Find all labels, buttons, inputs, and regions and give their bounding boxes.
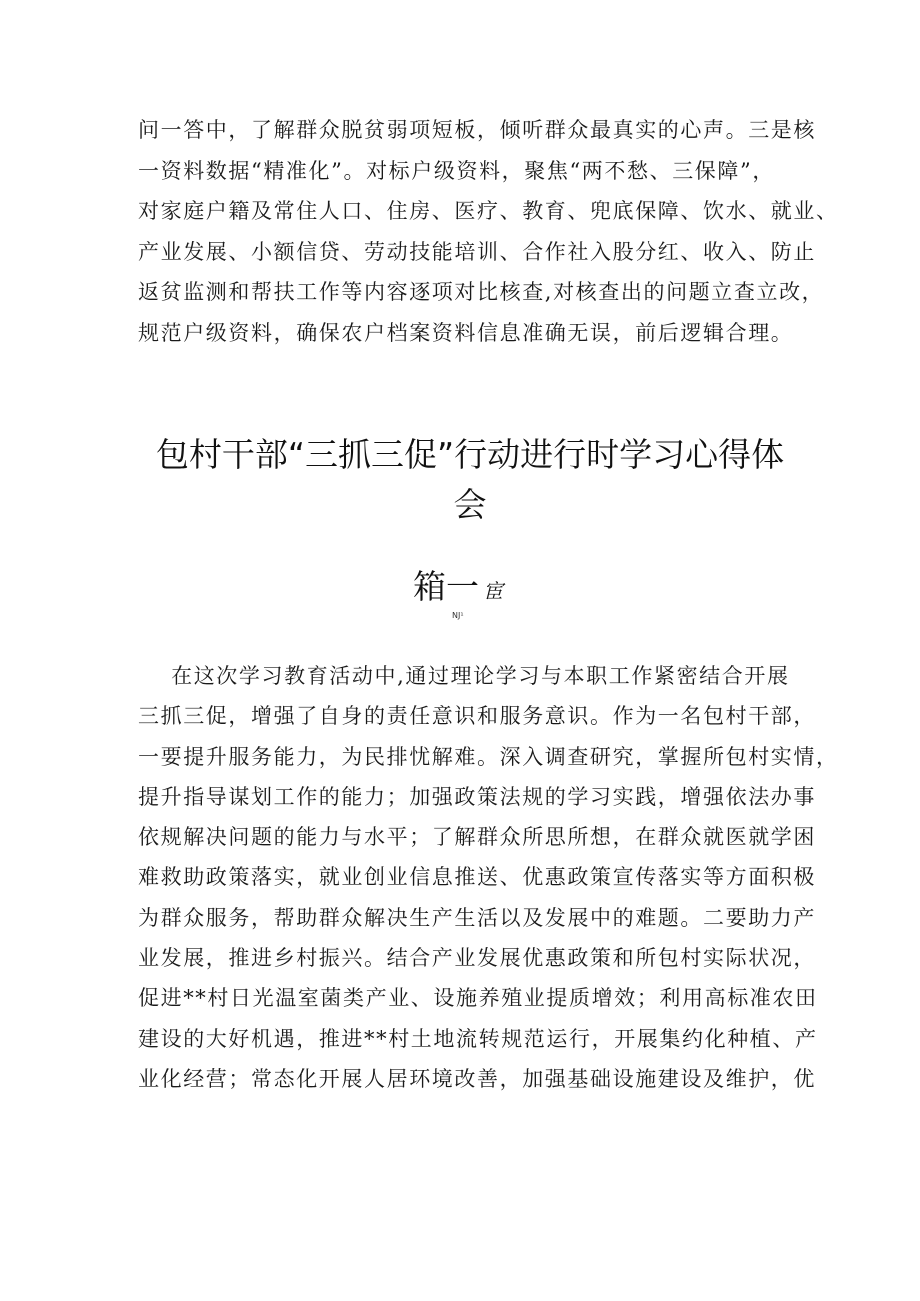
paragraph-line: 在这次学习教育活动中,通过理论学习与本职工作紧密结合开展	[138, 664, 790, 688]
paragraph-line: 依规解决问题的能力与水平；了解群众所思所想，在群众就医就学困	[138, 825, 816, 850]
paragraph-line: 规范户级资料，确保农户档案资料信息准确无误，前后逻辑合理。	[138, 320, 794, 345]
title-line: 包村干部“三抓三促”行动进行时学习心得体	[155, 435, 785, 474]
paragraph-line: 一要提升服务能力，为民排忧解难。深入调查研究，掌握所包村实情，	[138, 744, 839, 769]
section-heading-main: 箱一	[413, 567, 479, 606]
section-heading	[0, 566, 920, 608]
section-heading-note: NJ¹	[452, 611, 464, 620]
document-title	[120, 430, 820, 530]
paragraph-line: 为群众服务，帮助群众解决生产生活以及发展中的难题。二要助力产	[138, 905, 816, 930]
paragraph-line: 业化经营；常态化开展人居环境改善，加强基础设施建设及维护，优	[138, 1066, 816, 1091]
paragraph-line: 难救助政策落实，就业创业信息推送、优惠政策宣传落实等方面积极	[138, 865, 816, 890]
paragraph-line: 促进**村日光温室菌类产业、设施养殖业提质增效；利用高标准农田	[138, 986, 818, 1011]
paragraph-line: 对家庭户籍及常住人口、住房、医疗、教育、兜底保障、饮水、就业、	[138, 199, 839, 223]
paragraph-line: 返贫监测和帮扶工作等内容逐项对比核查,对核查出的问题立查立改，	[138, 280, 825, 304]
paragraph-line: 业发展，推进乡村振兴。结合产业发展优惠政策和所包村实际状况，	[138, 946, 816, 971]
paragraph-line: 问一答中，了解群众脱贫弱项短板，倾听群众最真实的心声。三是核	[138, 118, 816, 142]
paragraph-line: 三抓三促，增强了自身的责任意识和服务意识。作为一名包村干部，	[138, 704, 816, 729]
top-paragraph	[138, 110, 838, 353]
title-line: 会	[453, 485, 487, 524]
paragraph-line: 建设的大好机遇，推进**村土地流转规范运行，开展集约化种植、产	[138, 1026, 818, 1051]
paragraph-line: 一资料数据“精准化”。对标户级资料，聚焦“两不愁、三保障”，	[138, 158, 775, 183]
paragraph-line: 产业发展、小额信贷、劳动技能培训、合作社入股分红、收入、防止	[138, 239, 816, 264]
section-heading-tail: 宦	[483, 579, 503, 603]
paragraph-line: 提升指导谋划工作的能力；加强政策法规的学习实践，增强依法办事	[138, 784, 816, 809]
body-paragraph	[138, 656, 838, 1099]
